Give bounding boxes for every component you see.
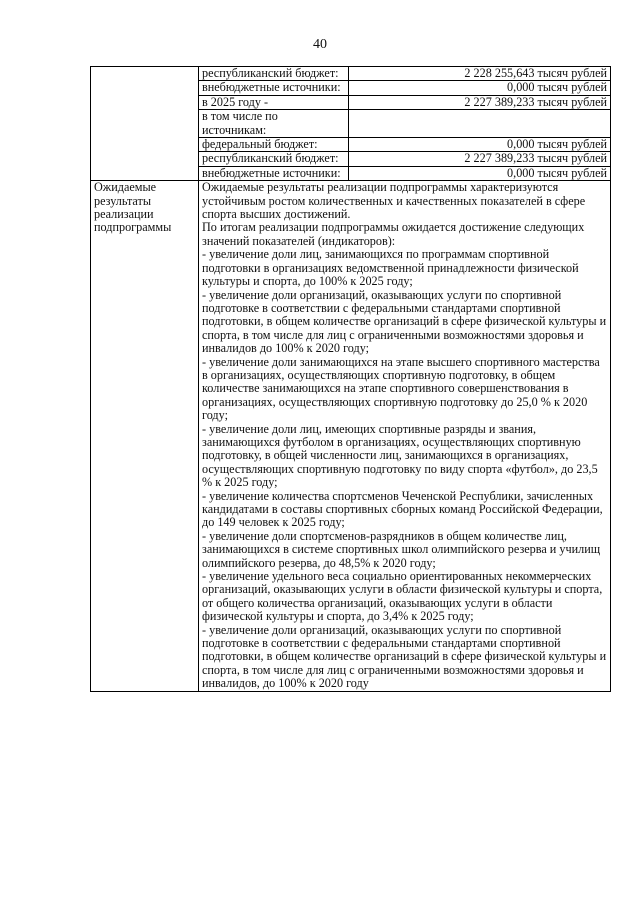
funding-value: 0,000 тысяч рублей	[349, 81, 611, 95]
funding-label: внебюджетные источники:	[199, 81, 349, 95]
results-paragraph: - увеличение доли лиц, занимающихся по программам спортивной подготовки в организациях ведомственной принадлежности физической культуры и спорта, до 100% к 2025 году;	[202, 247, 579, 289]
results-paragraph: - увеличение количества спортсменов Чеченской Республики, зачисленных кандидатами в составы спортивных сборных команд Российской Федерации, до 149 человек к 2025 году;	[202, 488, 603, 530]
results-paragraph: По итогам реализации подпрограммы ожидается достижение следующих значений показателей (индикаторов):	[202, 220, 585, 248]
funding-label: республиканский бюджет:	[199, 152, 349, 166]
passport-table	[90, 66, 611, 692]
results-paragraph: - увеличение удельного веса социально ориентированных некоммерческих организаций, оказывающих услуги в области физической культуры и спорта, от общего количества организаций, оказывающих услуги в области физической культуры и спорта, до 3,4% к 2025 году;	[202, 569, 603, 624]
funding-label: внебюджетные источники:	[199, 166, 349, 180]
funding-label: в том числе по источникам:	[199, 110, 349, 138]
funding-value: 2 227 389,233 тысяч рублей	[349, 95, 611, 109]
results-paragraph: - увеличение доли лиц, имеющих спортивные разряды и звания, занимающихся футболом в организациях, осуществляющих спортивную подготовку, в общей численности лиц, занимающихся в организациях, осуществляющих спортивную подготовку по виду спорта «футбол», до 23,5 % к 2025 году;	[202, 421, 598, 490]
results-heading: Ожидаемые результаты реализации подпрограммы	[91, 181, 199, 691]
funding-label: федеральный бюджет:	[199, 138, 349, 152]
page-number: 40	[313, 37, 327, 52]
funding-value: 0,000 тысяч рублей	[349, 166, 611, 180]
results-paragraph: - увеличение доли спортсменов-разрядников в общем количестве лиц, занимающихся в системе спортивных школ олимпийского резерва и училищ олимпийского резерва, до 48,5% к 2020 году;	[202, 528, 601, 570]
funding-value	[349, 110, 611, 138]
results-paragraph: Ожидаемые результаты реализации подпрограммы характеризуются устойчивым ростом количественных и качественных показателей в сфере спорта высших достижений.	[202, 180, 586, 222]
results-paragraph: - увеличение доли организаций, оказывающих услуги по спортивной подготовке в соответствии с федеральными стандартами спортивной подготовки, в общем количестве организаций в сфере физической культуры и спорта, в том числе для лиц с ограниченными возможностями здоровья и инвалидов, до 100% к 2020 году	[202, 622, 607, 691]
results-paragraph: - увеличение доли организаций, оказывающих услуги по спортивной подготовке в соответствии с федеральными стандартами спортивной подготовки, в общем количестве организаций в сфере физической культуры и спорта, в том числе для лиц с ограниченными возможностями здоровья и инвалидов до 100% к 2020 году;	[202, 287, 607, 356]
table-row	[91, 181, 611, 691]
table-row	[91, 67, 611, 81]
results-paragraph: - увеличение доли занимающихся на этапе высшего спортивного мастерства в организациях, осуществляющих спортивную подготовку, в общем количестве занимающихся на этапе спортивного совершенствования в организациях, осуществляющих спортивную подготовку до 25,0 % к 2020 году;	[202, 354, 600, 423]
empty-label-cell	[91, 67, 199, 181]
funding-label: в 2025 году -	[199, 95, 349, 109]
funding-label: республиканский бюджет:	[199, 67, 349, 81]
results-text	[199, 181, 611, 691]
funding-value: 2 227 389,233 тысяч рублей	[349, 152, 611, 166]
funding-value: 2 228 255,643 тысяч рублей	[349, 67, 611, 81]
funding-value: 0,000 тысяч рублей	[349, 138, 611, 152]
